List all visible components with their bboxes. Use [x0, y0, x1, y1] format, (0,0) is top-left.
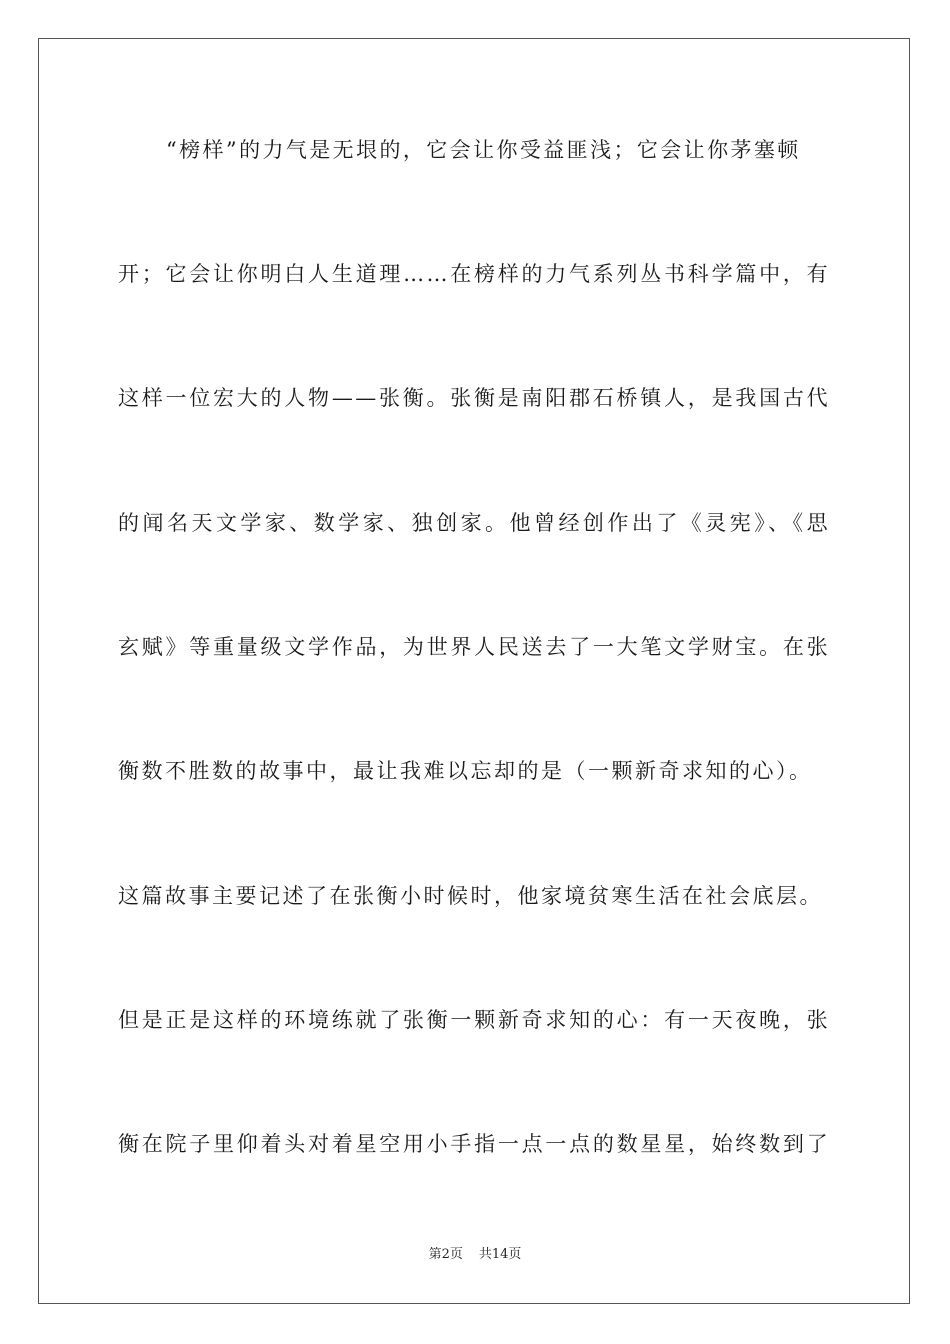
body-text-line: “榜样”的力气是无垠的，它会让你受益匪浅；它会让你茅塞顿	[166, 138, 801, 162]
body-text-line: 开；它会让你明白人生道理……在榜样的力气系列丛书科学篇中，有	[118, 262, 830, 286]
page-total: 共14页	[478, 1247, 522, 1262]
body-text-line: 这样一位宏大的人物——张衡。张衡是南阳郡石桥镇人，是我国古代	[118, 386, 830, 410]
body-text-line: 衡在院子里仰着头对着星空用小手指一点一点的数星星，始终数到了	[118, 1132, 830, 1156]
page-number: 第2页	[428, 1247, 463, 1262]
body-text-line: 玄赋》等重量级文学作品，为世界人民送去了一大笔文学财宝。在张	[118, 635, 830, 659]
page-border	[38, 38, 910, 1304]
body-text-line: 这篇故事主要记述了在张衡小时候时，他家境贫寒生活在社会底层。	[118, 884, 823, 908]
body-text-line: 的闻名天文学家、数学家、独创家。他曾经创作出了《灵宪》、《思	[118, 511, 830, 535]
body-text-line: 衡数不胜数的故事中，最让我难以忘却的是（一颗新奇求知的心）。	[118, 759, 813, 783]
body-text-line: 但是正是这样的环境练就了张衡一颗新奇求知的心：有一天夜晚，张	[118, 1008, 830, 1032]
page-footer	[0, 1246, 950, 1264]
